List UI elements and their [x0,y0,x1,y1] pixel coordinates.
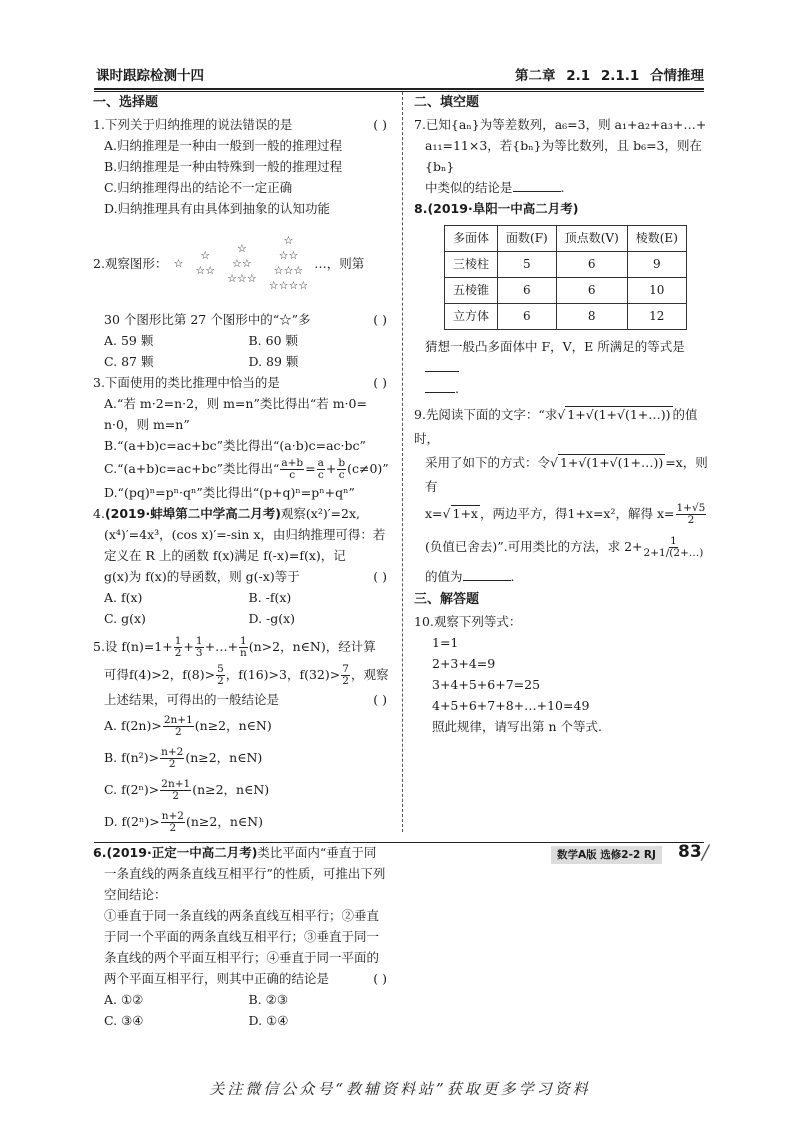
star-row [232,256,252,271]
table-header: 多面体 [445,226,498,252]
q6-option-b: B. ②③ [248,992,289,1007]
header-rule [94,88,704,90]
q2-option-c: C. 87 颗 [104,354,154,369]
q5-option-a: A. f(2n)> $\frac{2n+1}{2}$ (n≥2，n∈N) [104,714,272,738]
star-icon: ☆ [205,264,216,277]
star-icon: ☆ [288,279,299,292]
right-column [414,92,709,737]
question-9: 9.先阅读下面的文字：“求√ 1+√(1+√(1+…)) 的值时， 采用了如下的方式：令√ 1+√(1+√(1+…)) =x，则有 x=√ 1+x ，两边平方，得1+x=x²，解得 x= $\frac{1+√5}{2}$ (负值已舍去)”.可用类比的方法，求 2+ $\frac{1}{2+1/(2+\dots)}$ 的值为 . [414,403,709,589]
star-row [195,263,215,278]
section-answer-title: 三、解答题 [414,592,480,607]
star-row [227,271,257,286]
q9-line4: (负值已舍去)”.可用类比的方法，求 2+ $\frac{1}{2+1/(2+\dots)}$ [425,535,704,559]
q2-option-a: A. 59 颗 [104,333,154,348]
left-column [93,92,393,1031]
star-row [200,248,210,263]
q4-option-c: C. g(x) [104,611,146,626]
question-1 [93,114,393,219]
section-fill-title: 二、填空题 [414,95,480,110]
q9-line2: 采用了如下的方式：令√ 1+√(1+√(1+…)) =x，则有 [425,455,708,494]
star-group-4 [269,233,309,293]
q5-option-b: B. f(n²)> $\frac{n+2}{2}$ (n≥2，n∈N) [104,746,263,770]
answer-paren: ( ) [373,971,387,986]
table-header: 面数(F) [498,226,557,252]
star-icon: ☆ [298,279,309,292]
answer-paren: ( ) [373,312,387,327]
table-cell: 立方体 [445,304,498,330]
star-row [279,248,299,263]
question-3 [93,372,393,503]
q10-eq2: 2+3+4=9 [432,656,496,671]
question-2 [93,223,393,372]
q2-line2: 30 个图形比第 27 个图形中的“☆”多 [104,312,311,327]
chapter-title: 第二章 2.1 2.1.1 合情推理 [515,68,704,84]
table-cell: 五棱锥 [445,278,498,304]
table-cell: 9 [627,252,686,278]
q3-option-a: A.“若 m·2=n·2，则 m=n”类比得出“若 m·0= [104,396,367,411]
section-choice-title: 一、选择题 [93,95,159,110]
q1-option-c: C.归纳推理得出的结论不一定正确 [104,180,293,195]
q4-line1: 观察(x²)′=2x, [280,506,361,521]
star-icon: ☆ [278,279,289,292]
answer-paren: ( ) [373,117,387,132]
table-cell: 三棱柱 [445,252,498,278]
table-header-row [445,226,687,252]
sqrt-expr: 1+√(1+√(1+…)) [567,407,671,422]
sqrt-expr: 1+x [452,506,478,521]
table-header: 顶点数(V) [556,226,627,252]
footer-rule [94,842,704,843]
q6-option-a: A. ①② [104,992,144,1007]
q5-option-c: C. f(2ⁿ)> $\frac{2n+1}{2}$ (n≥2，n∈N) [104,778,270,802]
answer-paren: ( ) [373,375,387,390]
q9-line3: x=√ 1+x ，两边平方，得1+x=x²，解得 x= $\frac{1+√5}{2}$ [425,502,706,526]
fraction: $\frac{a+b}{c}$ [281,457,304,481]
q3-stem: 3.下面使用的类比推理中恰当的是 [93,375,280,390]
q10-eq1: 1=1 [432,635,459,650]
table-row [445,278,687,304]
q5-option-d: D. f(2ⁿ)> $\frac{n+2}{2}$ (n≥2，n∈N) [104,810,263,834]
star-icon: ☆ [195,264,206,277]
table-row [445,304,687,330]
star-row [237,241,247,256]
table-cell: 6 [556,278,627,304]
q10-stem: 10.观察下列等式： [414,614,522,629]
star-icon: ☆ [268,279,279,292]
question-10 [414,611,709,737]
page-number: 83 [678,842,702,862]
table-cell: 12 [627,304,686,330]
q7-line1: 7.已知{aₙ}为等差数列，a₆=3，则 a₁+a₂+a₃+…+ [414,117,707,132]
q4-line3: 定义在 R 上的函数 f(x)满足 f(-x)=f(x)，记 [104,548,346,563]
table-cell: 5 [498,252,557,278]
page-header [0,60,800,84]
q2-option-b: B. 60 颗 [248,333,299,348]
edition-tag: 数学A版 选修2-2 RJ [551,846,662,864]
star-group-2 [195,248,215,278]
table-cell: 8 [556,304,627,330]
q10-tail: 照此规律，请写出第 n 个等式. [432,719,602,734]
polyhedron-table [444,225,687,330]
answer-paren: ( ) [373,569,387,584]
q6-line1: 类比平面内“垂直于同 [257,845,377,860]
q7-line3: 中类似的结论是 [425,180,513,195]
q1-option-d: D.归纳推理具有由具体到抽象的认知功能 [104,201,331,216]
table-cell: 6 [498,304,557,330]
q4-option-b: B. -f(x) [248,590,292,605]
q6-line4: ①垂直于同一条直线的两条直线互相平行；②垂直 [104,908,380,923]
star-icon: ☆ [227,271,237,285]
star-icon: ☆ [236,271,247,285]
fraction: $\frac{b}{c}$ [338,457,346,481]
q1-option-b: B.归纳推理是一种由特殊到一般的推理过程 [104,159,343,174]
star-icon: ☆ [273,264,284,277]
question-6 [93,842,393,1031]
q6-line7: 两个平面互相平行，则其中正确的结论是 [104,971,330,986]
q6-line3: 空间结论： [104,887,167,902]
star-icon: ☆ [283,264,294,277]
answer-blank[interactable] [425,359,459,372]
q3-option-a-cont: n·0，则 m=n” [104,417,190,432]
q9-line5: 的值为 [425,569,463,584]
q2-lead: 2.观察图形： [93,255,168,271]
q4-option-d: D. -g(x) [248,611,296,626]
slash-decoration: / [702,840,709,864]
answer-blank-cont[interactable] [425,380,455,393]
star-figure [93,223,393,303]
q4-source: (2019·蚌埠第二中学高二月考) [104,506,281,521]
q4-option-a: A. f(x) [104,590,143,605]
page-footer [0,842,800,870]
star-group-1 [173,256,183,271]
fraction: $\frac{a}{c}$ [317,457,324,481]
q3-option-d: D.“(pq)ⁿ=pⁿ·qⁿ”类比得出“(p+q)ⁿ=pⁿ+qⁿ” [104,485,355,500]
answer-blank[interactable] [463,568,511,581]
star-icon: ☆ [288,249,299,262]
q8-source: 8.(2019·阜阳一中高二月考) [414,201,579,216]
q5-line1: 5.设 f(n)=1+ $\frac{1}{2}$ + $\frac{1}{3}$ +…+ $\frac{1}{n}$ (n>2，n∈N)，经计算 [93,635,376,659]
q3-option-b: B.“(a+b)c=ac+bc”类比得出“(a·b)c=ac·bc” [104,438,366,453]
star-icon: ☆ [173,256,184,270]
handwritten-note: 关注微信公众号“教辅资料站”获取更多学习资料 [209,1080,591,1098]
q10-eq4: 4+5+6+7+8+…+10=49 [432,698,590,713]
question-8: 8.(2019·阜阳一中高二月考) 多面体 面数(F) 顶点数(V) 棱数(E) 三棱柱 5 6 9 五棱锥 6 6 10 立方体 6 8 12 猜想一般凸多面体中 F，V，E 所满足的等式是 . [414,198,709,399]
q6-line2: 一条直线的两条直线互相平行”的性质，可推出下列 [104,866,386,881]
star-icon: ☆ [246,271,257,285]
q1-option-a: A.归纳推理是一种由一般到一般的推理过程 [104,138,343,153]
star-icon: ☆ [278,249,289,262]
q7-line2: a₁₁=11×3，若{bₙ}为等比数列，且 b₆=3，则在{bₙ} [425,138,703,174]
q3-option-c: C.“(a+b)c=ac+bc”类比得出“ $\frac{a+b}{c}$ = $\frac{a}{c}$ + $\frac{b}{c}$ (c≠0)” [104,457,389,481]
table-cell: 6 [556,252,627,278]
q6-option-d: D. ①④ [248,1013,289,1028]
table-cell: 10 [627,278,686,304]
q6-line5: 于同一个平面的两条直线互相平行；③垂直于同一 [104,929,380,944]
sqrt-expr: 1+√(1+√(1+…)) [559,455,664,470]
q2-option-d: D. 89 颗 [248,354,299,369]
star-icon: ☆ [293,264,304,277]
answer-blank[interactable] [513,179,561,192]
q5-line2: 可得f(4)>2，f(8)> $\frac{5}{2}$ ，f(16)>3，f(32)> $\frac{7}{2}$ ，观察 [104,663,389,687]
question-4: 4.(2019·蚌埠第二中学高二月考)观察(x²)′=2x, (x⁴)′=4x³，(cos x)′=-sin x，由归纳推理可得：若 定义在 R 上的函数 f(x)满足 f(-x)=f(x)，记 g(x)为 f(x)的导函数，则 g(-x)等于 ( ) A. f(x) B. -f(x) C. g(x) D. -g(x) [93,503,393,629]
q6-option-c: C. ③④ [104,1013,144,1028]
star-row [284,233,294,248]
q5-line3: 上述结果，可得出的一般结论是 [104,692,280,707]
star-group-3 [227,241,257,286]
q10-eq3: 3+4+5+6+7=25 [432,677,541,692]
star-icon: ☆ [241,256,252,270]
column-divider [402,92,403,832]
star-icon: ☆ [232,256,242,270]
star-icon: ☆ [236,241,247,255]
star-row [269,278,309,293]
question-7: 7.已知{aₙ}为等差数列，a₆=3，则 a₁+a₂+a₃+…+ a₁₁=11×3，若{bₙ}为等比数列，且 b₆=3，则在{bₙ} 中类似的结论是 . [414,114,709,198]
answer-paren: ( ) [373,692,387,707]
q2-tail: …，则第 [314,255,365,271]
star-icon: ☆ [200,249,211,262]
q6-source: 6.(2019·正定一中高二月考) [93,845,258,860]
table-cell: 6 [498,278,557,304]
question-5 [93,633,393,838]
star-icon: ☆ [283,234,294,247]
q4-line2: (x⁴)′=4x³，(cos x)′=-sin x，由归纳推理可得：若 [104,527,386,542]
q1-stem: 1.下列关于归纳推理的说法错误的是 [93,117,293,132]
table-header: 棱数(E) [627,226,686,252]
q9-line1: 9.先阅读下面的文字：“求√ 1+√(1+√(1+…)) 的值时， [414,407,698,446]
table-row [445,252,687,278]
q6-line6: 条直线的两个平面互相平行；④垂直于同一平面的 [104,950,380,965]
q8-line1: 猜想一般凸多面体中 F，V，E 所满足的等式是 [425,339,685,354]
worksheet-title: 课时跟踪检测十四 [96,68,204,84]
star-row [274,263,304,278]
q4-line4: g(x)为 f(x)的导函数，则 g(-x)等于 [104,569,300,584]
